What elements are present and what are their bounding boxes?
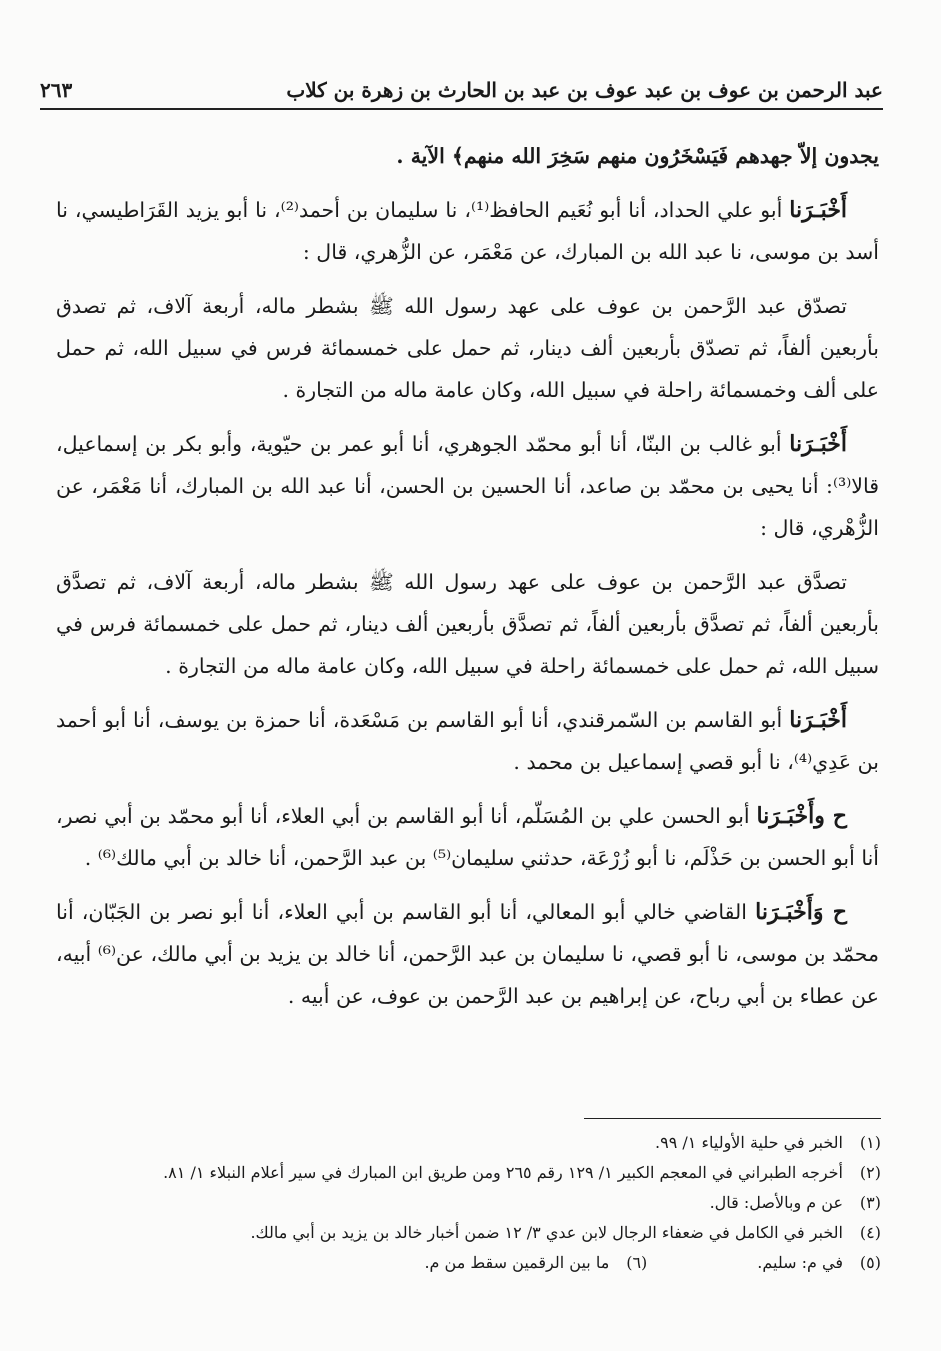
- footnote: (٥) في م: سليم.: [757, 1253, 881, 1272]
- footnote-rule: [584, 1118, 881, 1119]
- paragraph-verse: يجدون إلاّ جهدهم فَيَسْخَرُون منهم سَخِرَ الله منهم﴾ الآية .: [396, 144, 879, 168]
- paragraph: أَخْبَـرَنا أبو علي الحداد، أنا أبو نُعَيم الحافظ⁽¹⁾، نا سليمان بن أحمد⁽²⁾، نا أبو يزيد القَرَاطيسي، نا أسد بن موسى، نا عبد الله بن المبارك، عن مَعْمَر، عن الزُّهري، قال :: [56, 197, 879, 264]
- footnote: (١) الخبر في حلية الأولياء ١/ ٩٩.: [655, 1133, 881, 1152]
- page-number: ٢٦٣: [40, 78, 73, 102]
- footnote-row: [80, 1248, 881, 1278]
- main-text: [56, 135, 879, 1029]
- paragraph: تصدَّق عبد الرَّحمن بن عوف على عهد رسول الله ﷺ بشطر ماله، أربعة آلاف، ثم تصدَّق بأربعين ألفاً، ثم تصدَّق بأربعين ألفاً، ثم تصدَّق بأربعين ألف دينار، ثم حمل على خمسمائة فرس في سبيل الله، ثم حمل على خمسمائة راحلة في سبيل الله، وكان عامة ماله من التجارة .: [56, 570, 879, 678]
- running-header: [40, 62, 883, 102]
- footnote: (٣) عن م وبالأصل: قال.: [709, 1193, 881, 1212]
- footnotes: [80, 1128, 881, 1278]
- paragraph: أَخْبَـرَنا أبو القاسم بن السّمرقندي، أنا أبو القاسم بن مَسْعَدة، أنا حمزة بن يوسف، أنا أبو أحمد بن عَدِي⁽⁴⁾، نا أبو قصي إسماعيل بن محمد .: [56, 707, 879, 774]
- header-rule: [40, 108, 883, 110]
- paragraph: أَخْبَـرَنا أبو غالب بن البنّا، أنا أبو محمّد الجوهري، أنا أبو عمر بن حيّوية، وأبو بكر بن إسماعيل، قالا⁽³⁾: أنا يحيى بن محمّد بن صاعد، أنا الحسين بن الحسن، أنا عبد الله بن المبارك، أنا مَعْمَر، عن الزُّهْري، قال :: [56, 431, 879, 540]
- paragraph: تصدّق عبد الرَّحمن بن عوف على عهد رسول الله ﷺ بشطر ماله، أربعة آلاف، ثم تصدق بأربعين ألفاً، ثم تصدّق بأربعين ألف دينار، ثم حمل على خمسمائة فرس في سبيل الله، ثم حمل على ألف وخمسمائة راحلة في سبيل الله، وكان عامة ماله من التجارة .: [56, 294, 879, 402]
- footnote: (٢) أخرجه الطبراني في المعجم الكبير ١/ ١٢٩ رقم ٢٦٥ ومن طريق ابن المبارك في سير أعلام النبلاء ١/ ٨١.: [163, 1163, 881, 1182]
- paragraph: ح وأَخْبَـرَنا أبو الحسن علي بن المُسَلّم، أنا أبو القاسم بن أبي العلاء، أنا أبو محمّد بن أبي نصر، أنا أبو الحسن بن حَذْلَم، نا أبو زُرْعَة، حدثني سليمان⁽⁵⁾ بن عبد الرَّحمن، أنا خالد بن أبي مالك⁽⁶⁾ .: [56, 803, 879, 870]
- footnote: (٤) الخبر في الكامل في ضعفاء الرجال لابن عدي ٣/ ١٢ ضمن أخبار خالد بن يزيد بن أبي مالك.: [250, 1223, 881, 1242]
- paragraph: ح وَأَخْبَـرَنا القاضي خالي أبو المعالي، أنا أبو القاسم بن أبي العلاء، أنا أبو نصر بن الجَبّان، أنا محمّد بن موسى، نا أبو قصي، نا سليمان بن عبد الرَّحمن، أنا خالد بن يزيد بن أبي مالك، عن⁽⁶⁾ أبيه، عن عطاء بن أبي رباح، عن إبراهيم بن عبد الرَّحمن بن عوف، عن أبيه .: [56, 899, 880, 1008]
- footnote: (٦) ما بين الرقمين سقط من م.: [424, 1253, 648, 1272]
- header-title: عبد الرحمن بن عوف بن عبد عوف بن عبد بن الحارث بن زهرة بن كلاب: [286, 78, 883, 102]
